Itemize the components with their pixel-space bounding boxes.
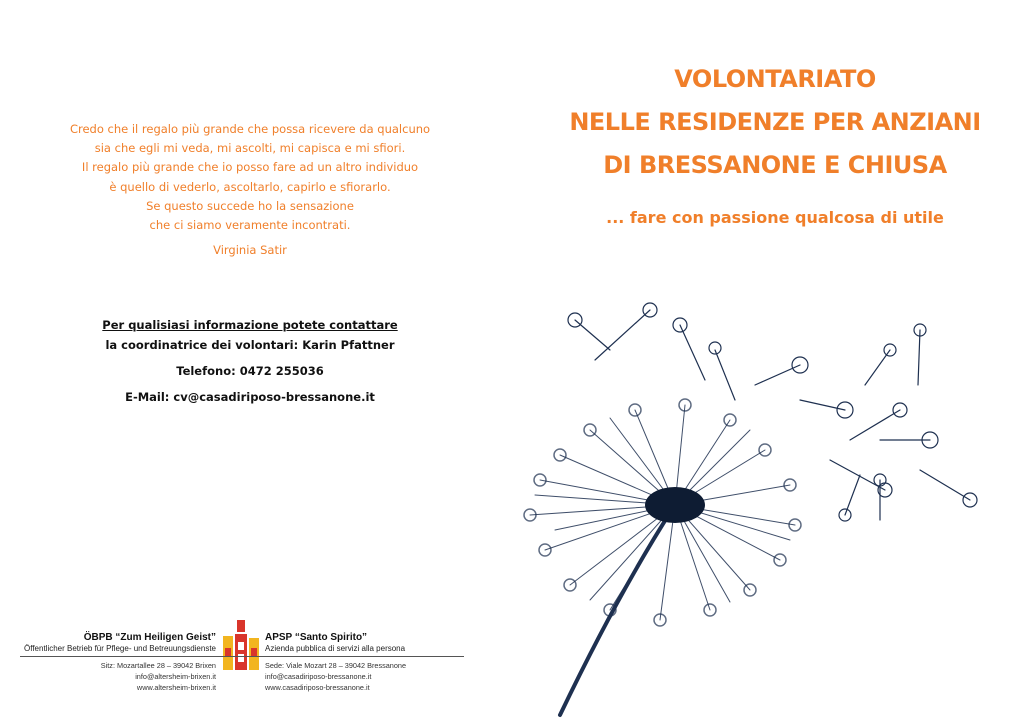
footer-address-right (265, 660, 465, 693)
page-title (565, 58, 985, 187)
contact-heading: Per qualisiasi informazione potete contattare (102, 318, 398, 332)
address-it: Sede: Viale Mozart 28 – 39042 Bressanone (265, 661, 407, 670)
quote-line: Credo che il regalo più grande che possa ricevere da qualcuno (69, 122, 431, 136)
org-name-de: ÖBPB “Zum Heiligen Geist” (83, 632, 216, 643)
quote-line: che ci siamo veramente incontrati. (149, 218, 351, 233)
email-de[interactable]: info@altersheim-brixen.it (135, 672, 216, 681)
logo-icon (223, 620, 259, 672)
address-de: Sitz: Mozartallee 28 – 39042 Brixen (100, 661, 216, 670)
email-it[interactable]: info@casadiriposo-bressanone.it (265, 672, 372, 681)
quote-line: è quello di vederlo, ascoltarlo, capirlo e sfiorarlo. (109, 179, 391, 194)
org-name-it: APSP “Santo Spirito” (265, 632, 368, 643)
contact-email[interactable]: E-Mail: cv@casadiriposo-bressanone.it (125, 390, 375, 404)
web-it[interactable]: www.casadiriposo-bressanone.it (265, 683, 370, 692)
title-line-3: DI BRESSANONE E CHIUSA (603, 151, 947, 179)
footer-address-left (20, 660, 216, 693)
contact-block (40, 318, 460, 410)
title-line-2: NELLE RESIDENZE PER ANZIANI (569, 108, 981, 136)
quote-line: sia che egli mi veda, mi ascolti, mi capisca e mi sfiori. (94, 141, 406, 156)
web-de[interactable]: www.altersheim-brixen.it (136, 683, 216, 692)
footer-left (20, 632, 216, 653)
footer-divider (20, 656, 464, 657)
footer-right (265, 632, 465, 653)
org-sub-it: Azienda pubblica di servizi alla persona (265, 644, 406, 653)
quote-line: Il regalo più grande che io posso fare ad un altro individuo (81, 160, 419, 175)
quote-author: Virginia Satir (213, 243, 287, 258)
org-sub-de: Öffentlicher Betrieb für Pflege- und Betreuungsdienste (24, 644, 216, 653)
dandelion-center (645, 487, 705, 523)
footer (20, 618, 470, 713)
quote-line: Se questo succede ho la sensazione (146, 198, 354, 213)
contact-phone: Telefono: 0472 255036 (176, 364, 324, 378)
subtitle: ... fare con passione qualcosa di utile (606, 208, 944, 227)
dandelion-illustration (500, 290, 1024, 725)
quote-block (40, 120, 460, 260)
title-line-1: VOLONTARIATO (674, 65, 876, 93)
contact-coordinator: la coordinatrice dei volontari: Karin Pfattner (105, 338, 395, 352)
